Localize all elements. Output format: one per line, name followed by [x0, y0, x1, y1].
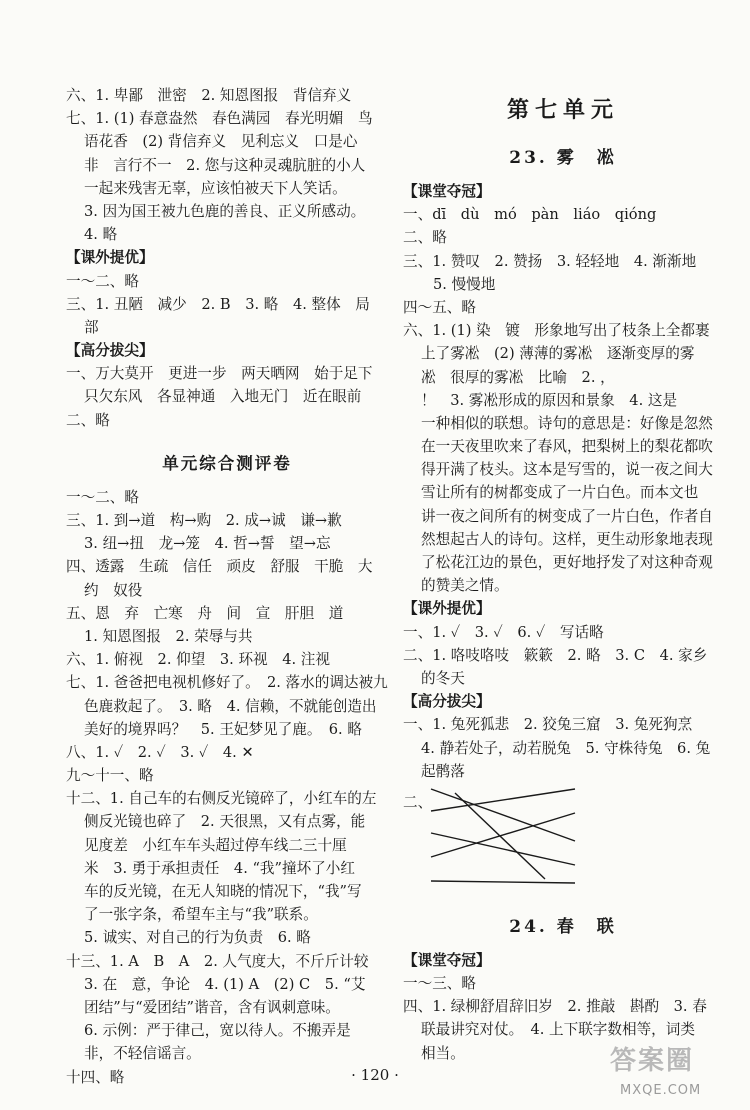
answer-line: 四、1. 绿柳舒眉辞旧岁 2. 推敲 斟酌 3. 春	[403, 998, 707, 1016]
answer-line: 十三、1. A B A 2. 人气度大，不斤斤计较	[66, 952, 369, 970]
answer-line: 六、1. 卑鄙 泄密 2. 知恩图报 背信弃义	[66, 87, 352, 104]
answer-line: 侧反光镜也碎了 2. 天很黑，又有点雾，能	[84, 813, 366, 831]
match-line	[455, 793, 545, 879]
answer-line: 非，不轻信谣言。	[84, 1045, 201, 1063]
answer-line: 在一天夜里吹来了春风，把梨树上的梨花都吹	[421, 438, 713, 456]
answer-line: 四～五、略	[403, 298, 476, 316]
section-heading: 【高分拔尖】	[403, 693, 491, 711]
answer-line: 一种相似的联想。诗句的意思是：好像是忽然	[421, 414, 713, 432]
page-number: · 120 ·	[351, 1066, 399, 1084]
answer-line: 相当。	[421, 1044, 465, 1062]
answer-line: 二、略	[403, 229, 447, 247]
answer-line: 的赞美之情。	[421, 577, 509, 595]
answer-line: 二、1. 咯吱咯吱 簌簌 2. 略 3. C 4. 家乡	[403, 646, 708, 664]
answer-line: 七、1. (1) 春意盎然 春色满园 春光明媚 鸟	[66, 110, 373, 128]
answer-line: 1. 知恩图报 2. 荣辱与共	[84, 627, 253, 645]
match-line	[431, 833, 575, 865]
answer-line: 一～二、略	[66, 272, 139, 290]
answer-line: 3. 纽→扭 龙→笼 4. 哲→誓 望→忘	[84, 535, 331, 553]
matching-diagram	[403, 783, 723, 895]
answer-line: 一、万大莫开 更进一步 两天晒网 始于足下	[66, 365, 373, 383]
answer-line: 二、略	[66, 411, 110, 429]
answer-line: 三、1. 赞叹 2. 赞扬 3. 轻轻地 4. 渐渐地	[403, 252, 697, 270]
section-heading: 【课堂夺冠】	[403, 951, 491, 969]
answer-line: 3. 在 意，争论 4. (1) A (2) C 5. “艾	[84, 975, 366, 993]
answer-line: 了松花江边的景色，更好地抒发了对这种奇观	[421, 554, 713, 571]
section-heading: 【课堂夺冠】	[403, 183, 491, 200]
answer-line: 讲一夜之间所有的树变成了一片白色，作者自	[421, 507, 713, 525]
answer-line: 一、dī dù mó pàn liáo qióng	[403, 206, 657, 224]
answer-line: 七、1. 爸爸把电视机修好了。 2. 落水的调达被九	[66, 674, 388, 692]
answer-line: 三、1. 到→道 构→购 2. 成→诚 谦→歉	[66, 512, 342, 529]
answer-line: 一、1. ✓ 3. ✓ 6. ✓ 写话略	[403, 623, 604, 641]
answer-line: 五、恩 弃 亡寒 舟 间 宣 肝胆 道	[66, 604, 344, 622]
answer-line: 美好的境界吗？ 5. 王妃梦见了鹿。 6. 略	[84, 720, 362, 738]
answer-line: 十二、1. 自己车的右侧反光镜碎了，小红车的左	[66, 790, 377, 808]
answer-line: 三、1. 丑陋 减少 2. B 3. 略 4. 整体 局	[66, 295, 370, 313]
answer-line: 约 奴役	[84, 581, 143, 599]
matching-lines-svg	[425, 783, 595, 891]
watermark-badge: 答案圈	[610, 1046, 695, 1076]
answer-line: 语花香 (2) 背信弃义 见利忘义 口是心	[84, 133, 358, 151]
answer-line: 6. 示例：严于律己，宽以待人。不搬弄是	[84, 1022, 351, 1040]
lesson-title: 23. 雾 凇	[509, 148, 617, 168]
answer-line: 3. 因为国王被九色鹿的善良、正义所感动。	[84, 202, 366, 220]
answer-line: 八、1. ✓ 2. ✓ 3. ✓ 4. ✕	[66, 743, 254, 761]
answer-line: 一～二、略	[66, 488, 139, 506]
section-heading: 【课外提优】	[403, 600, 491, 618]
answer-line: 4. 略	[84, 226, 118, 244]
answer-line: 上了雾凇 (2) 薄薄的雾凇 逐渐变厚的雾	[421, 345, 695, 363]
answer-line: 雪让所有的树都变成了一片白色。而本文也	[421, 484, 699, 502]
match-line	[431, 881, 575, 883]
answer-line: 一、1. 兔死狐悲 2. 狡兔三窟 3. 兔死狗烹	[403, 716, 693, 734]
answer-line: 部	[84, 318, 99, 336]
match-line	[431, 813, 575, 857]
answer-line: 十四、略	[66, 1068, 125, 1086]
left-column	[66, 84, 388, 1089]
diagram-label: 二、	[403, 793, 433, 811]
unit-title: 第七单元	[506, 97, 619, 123]
answer-line: 车的反光镜，在无人知晓的情况下，“我”写	[84, 883, 362, 900]
answer-line: 见度差 小红车车头超过停车线二三十厘	[84, 836, 347, 854]
answer-line: 了一张字条，希望车主与“我”联系。	[84, 906, 318, 924]
unit-test-title: 单元综合测评卷	[162, 453, 292, 473]
answer-line: 六、1. 俯视 2. 仰望 3. 环视 4. 注视	[66, 651, 330, 669]
answer-line: 起鹘落	[421, 762, 465, 780]
section-heading: 【高分拔尖】	[66, 342, 154, 360]
answer-line: 九～十一、略	[66, 767, 154, 785]
answer-line: 5. 诚实、对自己的行为负责 6. 略	[84, 929, 311, 947]
answer-line: 4. 静若处子，动若脱兔 5. 守株待兔 6. 兔	[421, 739, 711, 757]
answer-line: 非 言行不一 2. 您与这种灵魂肮脏的小人	[84, 156, 366, 174]
match-line	[431, 789, 575, 811]
answer-line: 六、1. (1) 染 镀 形象地写出了枝条上全都裹	[403, 322, 710, 340]
answer-line: 然想起古人的诗句。这样，更生动形象地表现	[421, 530, 713, 548]
answer-line: 得开满了枝头。这本是写雪的，说一夜之间大	[421, 461, 713, 479]
watermark-site: MXQE.COM	[620, 1083, 702, 1098]
answer-line: ！ 3. 雾凇形成的原因和景象 4. 这是	[421, 391, 678, 409]
answer-line: 四、透露 生疏 信任 顽皮 舒服 干脆 大	[66, 558, 373, 576]
answer-line: 一～三、略	[403, 975, 476, 993]
answer-line: 团结”与“爱团结”谐音，含有讽刺意味。	[84, 998, 340, 1016]
answer-line: 凇 很厚的雾凇 比喻 2. ，	[421, 368, 615, 386]
match-line	[431, 789, 575, 841]
answer-line: 5. 慢慢地	[433, 275, 496, 293]
answer-line: 只欠东风 各显神通 入地无门 近在眼前	[84, 388, 362, 406]
answer-line: 米 3. 勇于承担责任 4. “我”撞坏了小红	[84, 859, 355, 877]
lesson-title: 24. 春 联	[509, 916, 617, 937]
answer-line: 色鹿救起了。 3. 略 4. 信赖，不就能创造出	[84, 697, 377, 715]
answer-line: 的冬天	[421, 669, 465, 687]
answer-line: 一起来残害无辜，应该怕被天下人笑话。	[84, 179, 347, 197]
answer-line: 联最讲究对仗。 4. 上下联字数相等，词类	[421, 1021, 695, 1039]
right-column	[403, 84, 723, 1065]
section-heading: 【课外提优】	[66, 249, 154, 267]
